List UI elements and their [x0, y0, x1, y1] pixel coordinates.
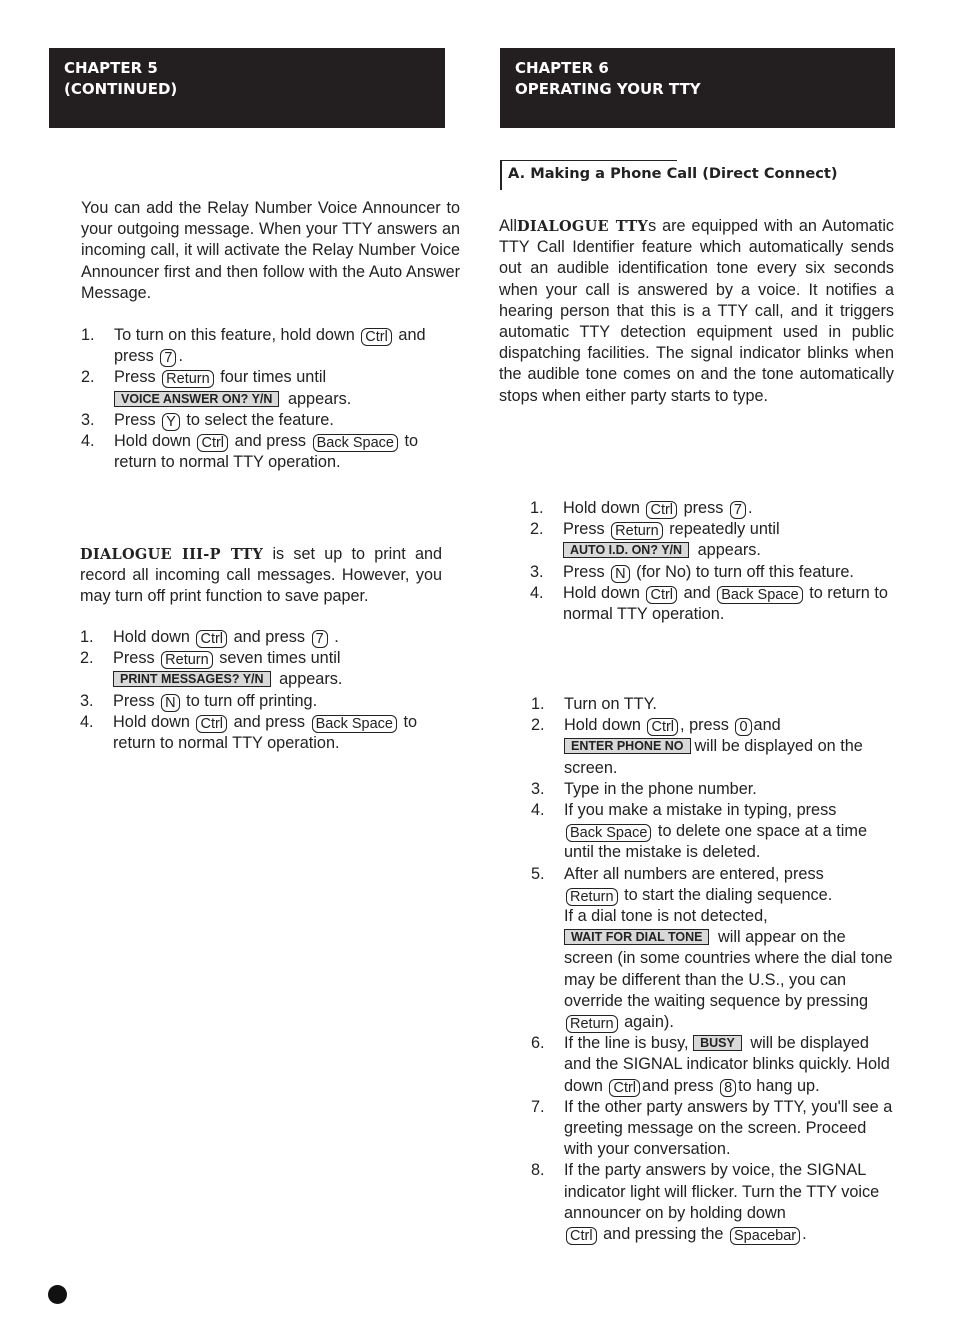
heading-rule-horizontal: [500, 160, 677, 161]
list-item: 7. If the other party answers by TTY, you'll see a greeting message on the screen. Proceed with your conversation.: [531, 1097, 893, 1159]
ctrl-key: Ctrl: [646, 586, 677, 604]
y-key: Y: [162, 413, 180, 431]
backspace-key: Back Space: [313, 434, 398, 452]
list-item: 2. Press Return repeatedly until AUTO I.D. ON? Y/N appears.: [530, 520, 780, 560]
return-key: Return: [566, 1015, 618, 1033]
lcd-display: ENTER PHONE NO: [564, 738, 691, 754]
list-item: 5. After all numbers are entered, press Return to start the dialing sequence. If a dial tone is not detected, WAIT FOR DIAL TONE will appear on the screen (in some countries where the dial tone may be different than the U.S., you can override the waiting sequence by pressing Return again).: [531, 864, 893, 1033]
list-item: 1. Turn on TTY.: [531, 695, 657, 713]
seven-key: 7: [160, 349, 176, 367]
chapter-5-header: [49, 48, 445, 128]
section-heading: [500, 160, 900, 190]
list-item: 2. Press Return four times until VOICE ANSWER ON? Y/N appears.: [81, 368, 352, 408]
header-line-2: OPERATING YOUR TTY: [515, 80, 701, 98]
call-steps: [531, 694, 893, 1245]
list-item: 3. Press N (for No) to turn off this feature.: [530, 562, 854, 582]
list-item: 2. Hold down Ctrl , press 0 and ENTER PHONE NO will be displayed on the screen.: [531, 716, 863, 777]
list-item: 3. Type in the phone number.: [531, 779, 757, 798]
ctrl-key: Ctrl: [609, 1079, 640, 1097]
zero-key: 0: [735, 718, 751, 736]
lcd-display: VOICE ANSWER ON? Y/N: [114, 391, 279, 407]
list-item: 4. Hold down Ctrl and Back Space to return to normal TTY operation.: [530, 583, 888, 624]
n-key: N: [611, 565, 629, 583]
brand-name: DIALOGUE TTY: [517, 218, 649, 235]
list-item: 1. Hold down Ctrl and press 7 .: [80, 628, 339, 647]
brand-name: DIALOGUE III-P TTY: [80, 546, 264, 563]
print-intro: DIALOGUE III-P TTY is set up to print and record all incoming call messages. However, you may turn off print function to save paper.: [80, 545, 442, 606]
list-item: 1. Hold down Ctrl press 7 .: [530, 499, 753, 518]
header-line-1: CHAPTER 5: [64, 59, 158, 77]
seven-key: 7: [730, 501, 746, 519]
backspace-key: Back Space: [312, 715, 397, 733]
lcd-display: BUSY: [693, 1035, 742, 1051]
list-item: 8. If the party answers by voice, the SIGNAL indicator light will flicker. Turn the TTY voice announcer on by holding down Ctrl and pressing the Spacebar .: [531, 1161, 880, 1245]
print-steps: [80, 627, 450, 754]
ctrl-key: Ctrl: [566, 1227, 597, 1245]
seven-key: 7: [312, 630, 328, 648]
header-line-2: (CONTINUED): [64, 80, 178, 98]
eight-key: 8: [720, 1079, 736, 1097]
return-key: Return: [611, 522, 663, 540]
lcd-display: PRINT MESSAGES? Y/N: [113, 671, 271, 687]
chapter-6-header: [500, 48, 895, 128]
relay-steps: [81, 325, 461, 473]
return-key: Return: [566, 888, 618, 906]
call-identifier-intro: AllDIALOGUE TTYs are equipped with an Automatic TTY Call Identifier feature which automatically sends out an audible identification tone every six seconds when your call is answered by a voice. It notifies a hearing person that this is a TTY call, and it triggers automatic TTY detection equipment used in public dispatching facilities. The signal indicator blinks when the audible tone comes on and the tone automatically stops when either party starts to type.: [499, 217, 895, 405]
list-item: 3. Press Y to select the feature.: [81, 410, 334, 430]
list-item: 4. Hold down Ctrl and press Back Space to return to normal TTY operation.: [81, 432, 419, 472]
lcd-display: WAIT FOR DIAL TONE: [564, 929, 709, 945]
page-marker-dot: [48, 1285, 67, 1304]
ctrl-key: Ctrl: [646, 501, 677, 519]
section-heading-text: A. Making a Phone Call (Direct Connect): [508, 165, 838, 182]
ctrl-key: Ctrl: [361, 328, 392, 346]
relay-intro: You can add the Relay Number Voice Announcer to your outgoing message. When your TTY answers an incoming call, it will activate the Relay Number Voice Announcer first and then follow with the Auto Answer Message.: [81, 199, 460, 302]
heading-rule-vertical: [500, 160, 502, 190]
ctrl-key: Ctrl: [196, 715, 227, 733]
spacebar-key: Spacebar: [730, 1227, 800, 1245]
ctrl-key: Ctrl: [647, 718, 678, 736]
lcd-display: AUTO I.D. ON? Y/N: [563, 542, 689, 558]
list-item: 2. Press Return seven times until PRINT MESSAGES? Y/N appears.: [80, 649, 343, 689]
list-item: 6. If the line is busy, BUSY will be displayed and the SIGNAL indicator blinks quickly. Hold down Ctrl and press 8 to hang up.: [531, 1034, 890, 1096]
return-key: Return: [162, 370, 214, 388]
list-item: 1. To turn on this feature, hold down Ctrl and press 7 .: [81, 326, 426, 367]
backspace-key: Back Space: [717, 586, 802, 604]
auto-id-steps: [530, 498, 894, 625]
list-item: 4. Hold down Ctrl and press Back Space to return to normal TTY operation.: [80, 712, 418, 753]
list-item: 3. Press N to turn off printing.: [80, 691, 318, 711]
backspace-key: Back Space: [566, 824, 651, 842]
return-key: Return: [161, 651, 213, 669]
ctrl-key: Ctrl: [196, 630, 227, 648]
header-line-1: CHAPTER 6: [515, 59, 609, 77]
list-item: 4. If you make a mistake in typing, press Back Space to delete one space at a time until the mistake is deleted.: [531, 801, 868, 862]
n-key: N: [161, 694, 179, 712]
ctrl-key: Ctrl: [197, 434, 228, 452]
